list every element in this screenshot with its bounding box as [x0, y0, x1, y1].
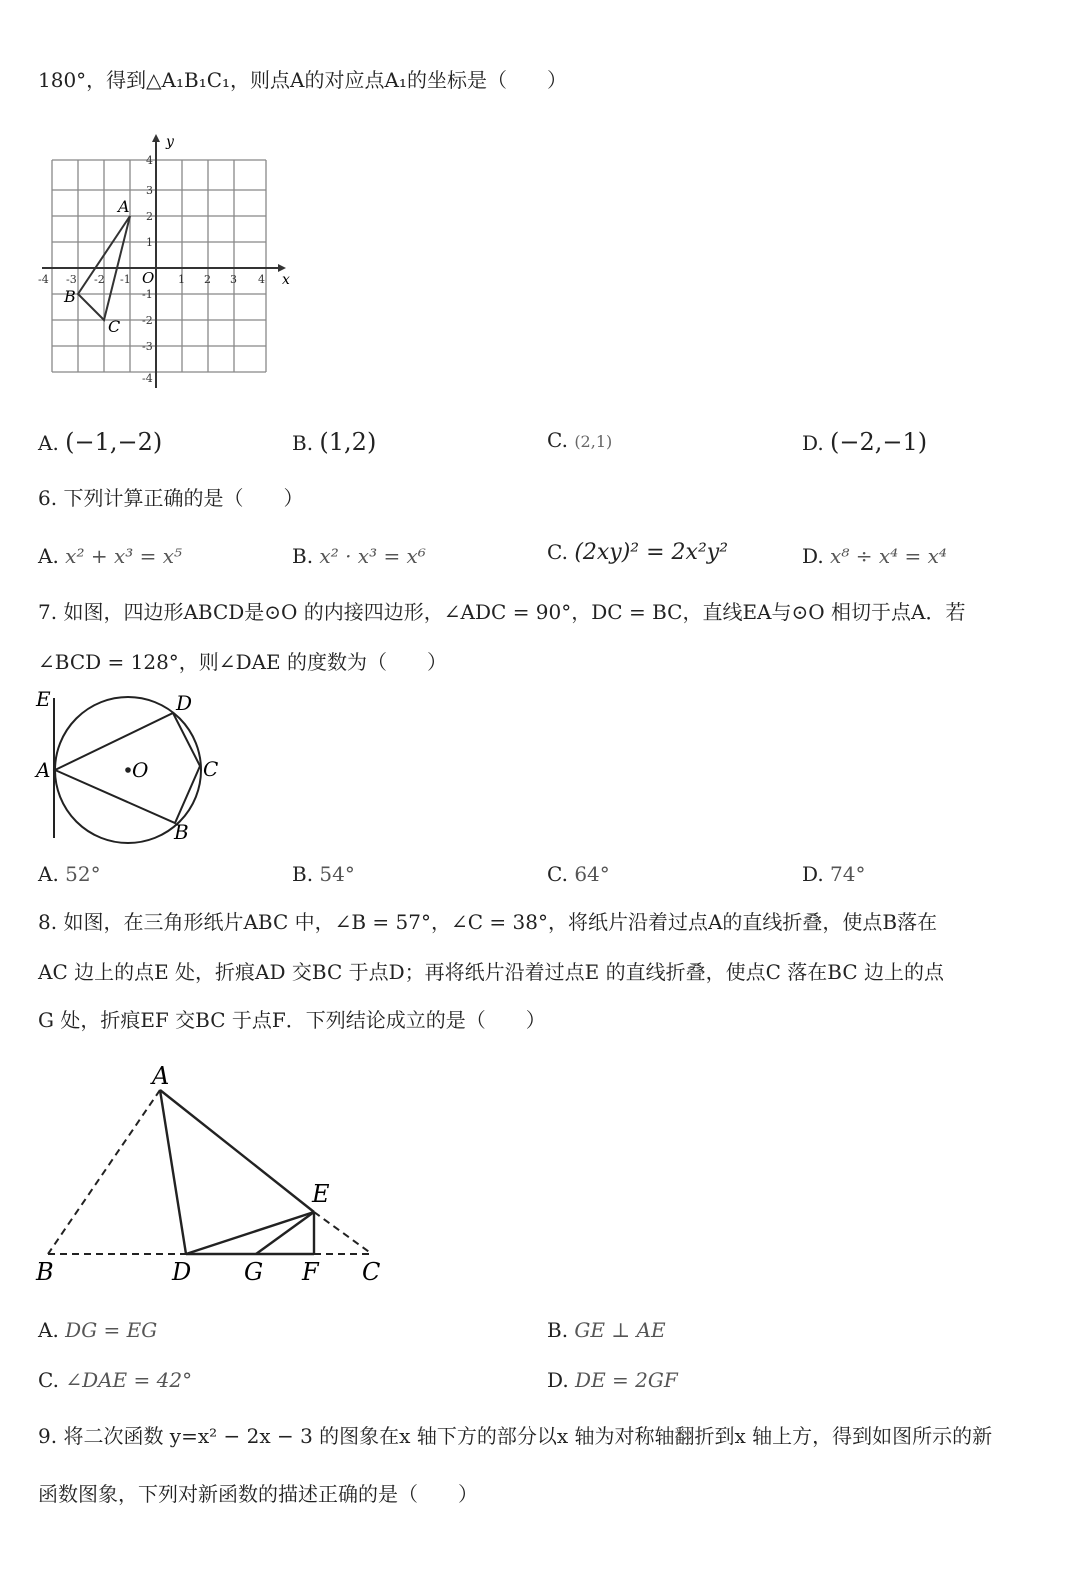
option-text: 74°: [830, 862, 866, 886]
q8-label-F: F: [302, 1258, 319, 1286]
q5-xtick: 2: [204, 273, 211, 286]
q5-ytick: -2: [142, 314, 153, 327]
option-text: (2,1): [574, 432, 613, 451]
q7-label-O: O: [132, 758, 149, 782]
q5-axis-y-label: y: [166, 134, 174, 150]
q8-option-a: [38, 1318, 157, 1342]
q7-option-c: [547, 862, 610, 886]
q7-label-B: B: [174, 820, 189, 844]
q8-stem-line3: G 处，折痕EF 交BC 于点F．下列结论成立的是（ ）: [38, 1008, 546, 1032]
option-letter: B.: [547, 1318, 569, 1342]
q5-ytick: 1: [146, 236, 153, 249]
q7-circle-figure: [30, 686, 230, 846]
q5-xtick: 1: [178, 273, 185, 286]
q8-label-D: D: [172, 1258, 192, 1286]
q7-option-b: [292, 862, 355, 886]
option-letter: A.: [38, 544, 59, 568]
option-letter: C.: [547, 540, 568, 564]
q5-option-c: [547, 428, 612, 452]
q5-option-a: [38, 428, 162, 457]
q5-option-d: [802, 428, 927, 457]
q7-stem-line1: 7. 如图，四边形ABCD是⊙O 的内接四边形，∠ADC = 90°，DC = BC，直线EA与⊙O 相切于点A．若: [38, 600, 966, 624]
q5-ytick: 4: [146, 154, 153, 167]
q8-stem-line2: AC 边上的点E 处，折痕AD 交BC 于点D；再将纸片沿着过点E 的直线折叠，使点C 落在BC 边上的点: [38, 960, 945, 984]
q7-stem-line2: ∠BCD = 128°，则∠DAE 的度数为（ ）: [38, 650, 448, 674]
option-letter: A.: [38, 1318, 59, 1342]
q8-label-G: G: [244, 1258, 264, 1286]
q5-xtick: 3: [230, 273, 237, 286]
option-letter: B.: [292, 862, 314, 886]
q8-option-d: [547, 1368, 678, 1392]
q9-stem-line2: 函数图象，下列对新函数的描述正确的是（ ）: [38, 1482, 478, 1506]
option-text: 54°: [319, 862, 355, 886]
q8-label-A: A: [152, 1062, 170, 1090]
option-letter: D.: [802, 544, 824, 568]
option-text: 52°: [65, 862, 101, 886]
q8-option-b: [547, 1318, 666, 1342]
q5-xtick: -1: [120, 273, 131, 286]
q5-ytick: 2: [146, 210, 153, 223]
q5-stem: 180°，得到△A₁B₁C₁，则点A的对应点A₁的坐标是（ ）: [38, 68, 567, 92]
option-letter: D.: [802, 862, 824, 886]
q7-label-C: C: [203, 757, 219, 781]
q5-ytick: 3: [146, 184, 153, 197]
q7-option-a: [38, 862, 101, 886]
option-text: 64°: [574, 862, 610, 886]
q5-option-b: [292, 428, 376, 457]
q5-point-A: A: [118, 197, 130, 216]
option-letter: D.: [547, 1368, 569, 1392]
q5-ytick: -1: [142, 288, 153, 301]
q5-xtick: -2: [94, 273, 105, 286]
q5-axis-x-label: x: [282, 272, 290, 288]
option-text: ∠DAE = 42°: [65, 1368, 193, 1392]
option-letter: C.: [547, 428, 568, 452]
q5-ytick: -4: [142, 372, 153, 385]
q6-option-b: [292, 544, 426, 568]
option-text: x² + x³ = x⁵: [65, 544, 183, 568]
option-text: DE = 2GF: [575, 1368, 678, 1392]
option-letter: D.: [802, 431, 824, 455]
q8-label-B: B: [36, 1258, 54, 1286]
q6-stem: 6. 下列计算正确的是（ ）: [38, 486, 304, 510]
option-letter: C.: [547, 862, 568, 886]
option-letter: A.: [38, 431, 59, 455]
q5-point-C: C: [108, 317, 121, 336]
q6-option-d: [802, 544, 947, 568]
q8-option-c: [38, 1368, 192, 1392]
option-text: DG = EG: [65, 1318, 158, 1342]
q8-label-C: C: [362, 1258, 381, 1286]
q5-coordinate-figure: [36, 128, 298, 400]
q8-triangle-figure: [30, 1058, 400, 1290]
q9-stem-line1: 9. 将二次函数 y=x² − 2x − 3 的图象在x 轴下方的部分以x 轴为对称轴翻折到x 轴上方，得到如图所示的新: [38, 1424, 993, 1448]
q5-origin-label: O: [142, 269, 155, 287]
q7-label-D: D: [176, 691, 193, 715]
q8-stem-line1: 8. 如图，在三角形纸片ABC 中，∠B = 57°，∠C = 38°，将纸片沿着过点A的直线折叠，使点B落在: [38, 910, 938, 934]
option-letter: B.: [292, 544, 314, 568]
q6-option-a: [38, 544, 182, 568]
option-text: x² · x³ = x⁶: [319, 544, 426, 568]
q5-point-B: B: [64, 287, 76, 306]
option-text: (−1,−2): [65, 428, 163, 456]
q7-option-d: [802, 862, 866, 886]
q7-label-E: E: [36, 687, 51, 711]
option-text: GE ⊥ AE: [574, 1318, 666, 1342]
option-letter: C.: [38, 1368, 59, 1392]
option-text: x⁸ ÷ x⁴ = x⁴: [830, 544, 947, 568]
option-text: (1,2): [319, 428, 377, 456]
q5-xtick: -4: [38, 273, 49, 286]
option-letter: B.: [292, 431, 314, 455]
q5-ytick: -3: [142, 340, 153, 353]
option-letter: A.: [38, 862, 59, 886]
q5-xtick: -3: [66, 273, 77, 286]
q7-label-A: A: [36, 758, 51, 782]
option-text: (−2,−1): [830, 428, 928, 456]
q6-option-c: [547, 540, 728, 566]
option-text: (2xy)² = 2x²y²: [574, 540, 729, 565]
q5-xtick: 4: [258, 273, 265, 286]
q8-label-E: E: [312, 1180, 330, 1208]
